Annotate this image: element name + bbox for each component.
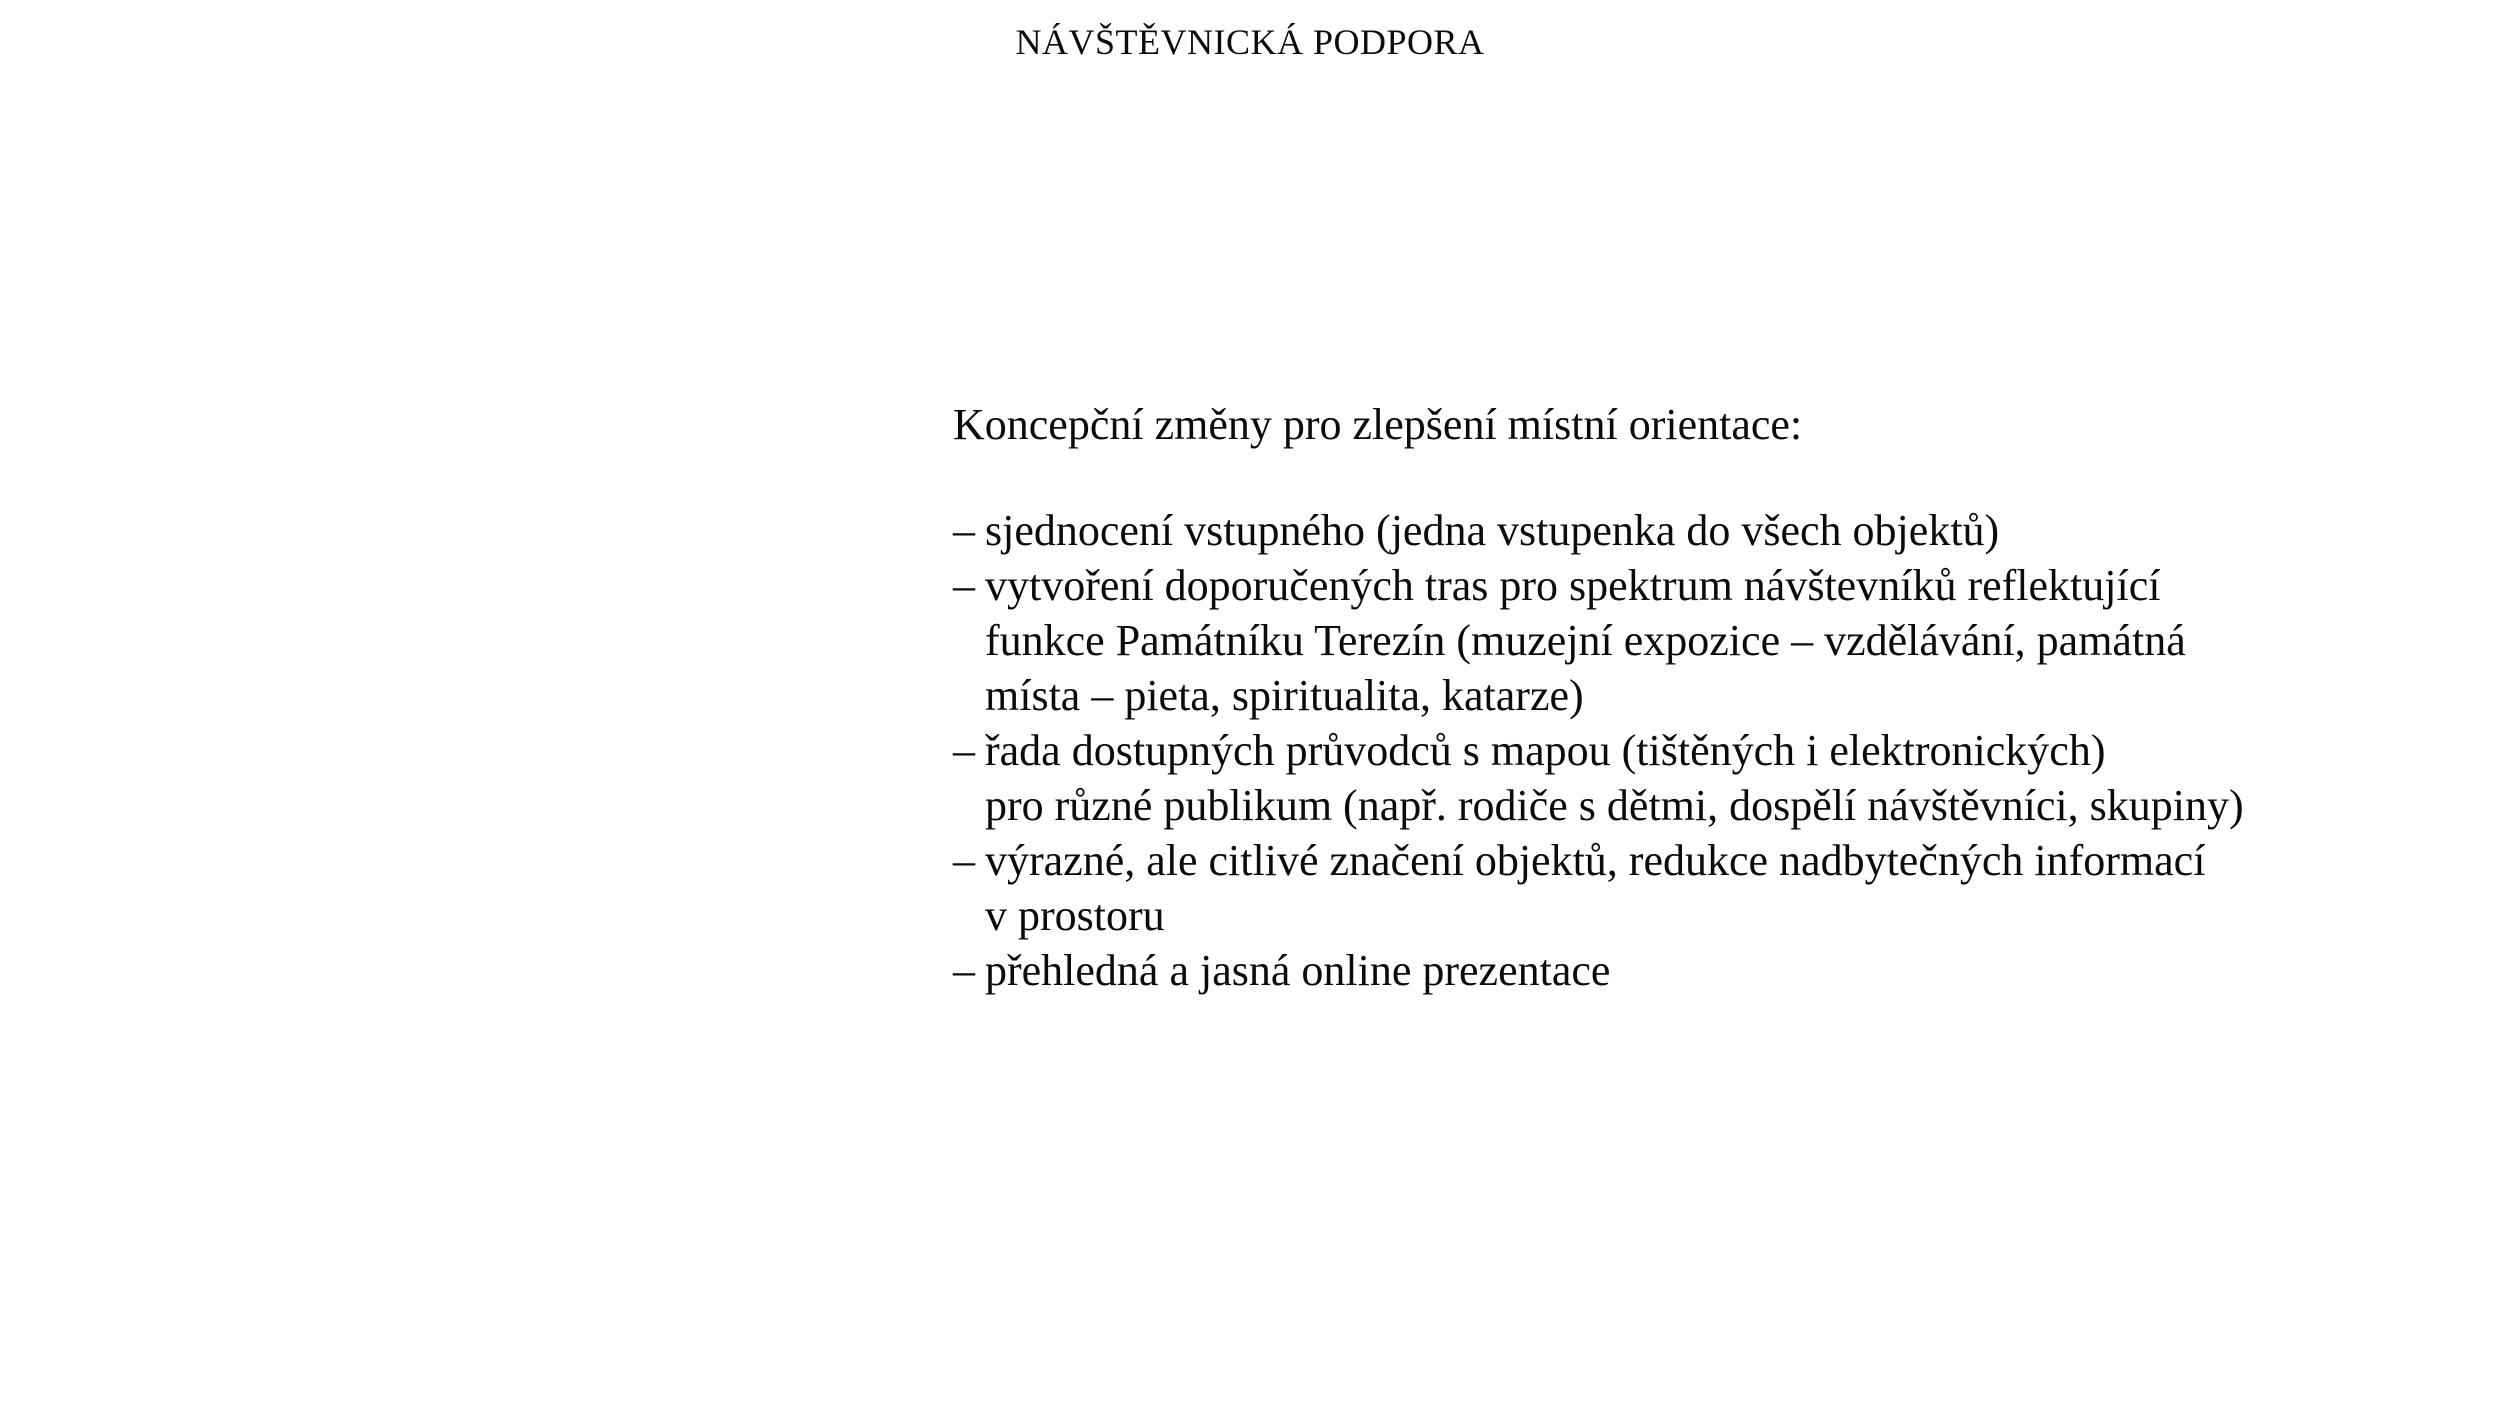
list-item-line: v prostoru: [985, 891, 1165, 940]
list-item: [953, 723, 2453, 833]
list-item-line: funkce Památníku Terezín (muzejní expozice – vzdělávání, památná: [985, 616, 2186, 665]
list-item: [953, 503, 2453, 558]
list-item: [953, 943, 2453, 998]
list-item-line: místa – pieta, spiritualita, katarze): [985, 671, 1584, 720]
page-header-title: NÁVŠTĚVNICKÁ PODPORA: [1015, 22, 1485, 62]
list-item: [953, 558, 2453, 723]
list-item-line: výrazné, ale citlivé značení objektů, redukce nadbytečných informací: [985, 836, 2206, 885]
list-item-text: [985, 503, 1999, 558]
list-item-dash: –: [953, 506, 975, 555]
list-item-dash: –: [953, 836, 975, 885]
section-heading: Koncepční změny pro zlepšení místní orientace:: [953, 400, 1803, 449]
list-item-dash: –: [953, 726, 975, 775]
list-item-line: vytvoření doporučených tras pro spektrum návštevníků reflektující: [985, 561, 2161, 610]
list-item-dash: –: [953, 561, 975, 610]
list-item: [953, 833, 2453, 943]
list-item-line: pro různé publikum (např. rodiče s dětmi, dospělí návštěvníci, skupiny): [985, 781, 2244, 830]
list-item-dash: –: [953, 946, 975, 995]
list-item-line: přehledná a jasná online prezentace: [985, 946, 1611, 995]
document-body: [953, 397, 2453, 998]
list-item-text: [985, 558, 2186, 723]
list-item-text: [985, 943, 1610, 998]
list-item-line: sjednocení vstupného (jedna vstupenka do všech objektů): [985, 506, 2000, 555]
concept-changes-list: [953, 503, 2453, 998]
list-item-text: [985, 833, 2205, 943]
list-item-line: řada dostupných průvodců s mapou (tištěných i elektronických): [985, 726, 2106, 775]
list-item-text: [985, 723, 2244, 833]
